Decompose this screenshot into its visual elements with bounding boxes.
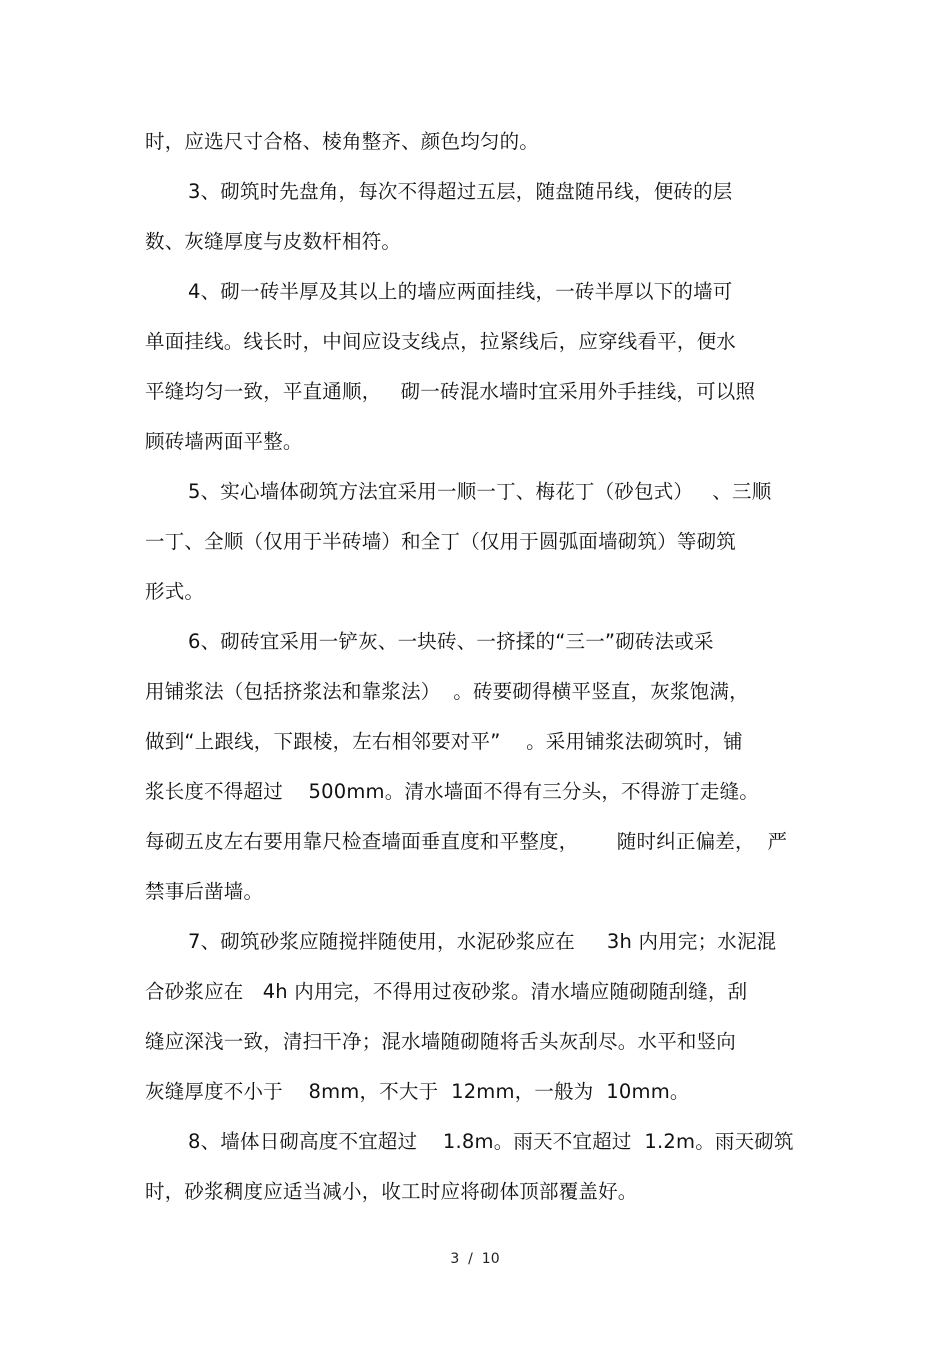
text-line: 缝应深浅一致，清扫干净；混水墙随砌随将舌头灰刮尽。水平和竖向 xyxy=(145,1030,737,1053)
text-line: 数、灰缝厚度与皮数杆相符。 xyxy=(145,230,402,253)
text-line: 4、砌一砖半厚及其以上的墙应两面挂线，一砖半厚以下的墙可 xyxy=(188,280,733,303)
text-line: 用铺浆法（包括挤浆法和靠浆法） 。砖要砌得横平竖直，灰浆饱满， xyxy=(145,680,749,703)
text-line: 6、砌砖宜采用一铲灰、一块砖、一挤揉的“三一”砌砖法或采 xyxy=(188,630,714,653)
text-line: 时，砂浆稠度应适当减小，收工时应将砌体顶部覆盖好。 xyxy=(145,1180,638,1203)
text-line: 合砂浆应在 4h 内用完，不得用过夜砂浆。清水墙应随砌随刮缝，刮 xyxy=(145,980,748,1003)
text-line: 时，应选尺寸合格、棱角整齐、颜色均匀的。 xyxy=(145,130,540,153)
text-line: 平缝均匀一致，平直通顺， 砌一砖混水墙时宜采用外手挂线，可以照 xyxy=(145,380,756,403)
text-line: 形式。 xyxy=(145,580,205,603)
text-line: 5、实心墙体砌筑方法宜采用一顺一丁、梅花丁（砂包式） 、三顺 xyxy=(188,480,772,503)
text-line: 顾砖墙两面平整。 xyxy=(145,430,303,453)
text-line: 3、砌筑时先盘角，每次不得超过五层，随盘随吊线，便砖的层 xyxy=(188,180,733,203)
text-line: 每砌五皮左右要用靠尺检查墙面垂直度和平整度， 随时纠正偏差， 严 xyxy=(145,830,788,853)
text-line: 单面挂线。线长时，中间应设支线点，拉紧线后，应穿线看平，便水 xyxy=(145,330,737,353)
text-line: 浆长度不得超过 500mm。清水墙面不得有三分头，不得游丁走缝。 xyxy=(145,780,760,803)
text-line: 一丁、全顺（仅用于半砖墙）和全丁（仅用于圆弧面墙砌筑）等砌筑 xyxy=(145,530,737,553)
text-line: 7、砌筑砂浆应随搅拌随使用，水泥砂浆应在 3h 内用完；水泥混 xyxy=(188,930,777,953)
text-line: 禁事后凿墙。 xyxy=(145,880,264,903)
text-line: 灰缝厚度不小于 8mm，不大于 12mm，一般为 10mm。 xyxy=(145,1080,690,1103)
text-line: 做到“上跟线，下跟棱，左右相邻要对平” 。采用铺浆法砌筑时，铺 xyxy=(145,730,743,753)
page-number: 3 / 10 xyxy=(450,1251,500,1267)
text-line: 8、墙体日砌高度不宜超过 1.8m。雨天不宜超过 1.2m。雨天砌筑 xyxy=(188,1130,794,1153)
